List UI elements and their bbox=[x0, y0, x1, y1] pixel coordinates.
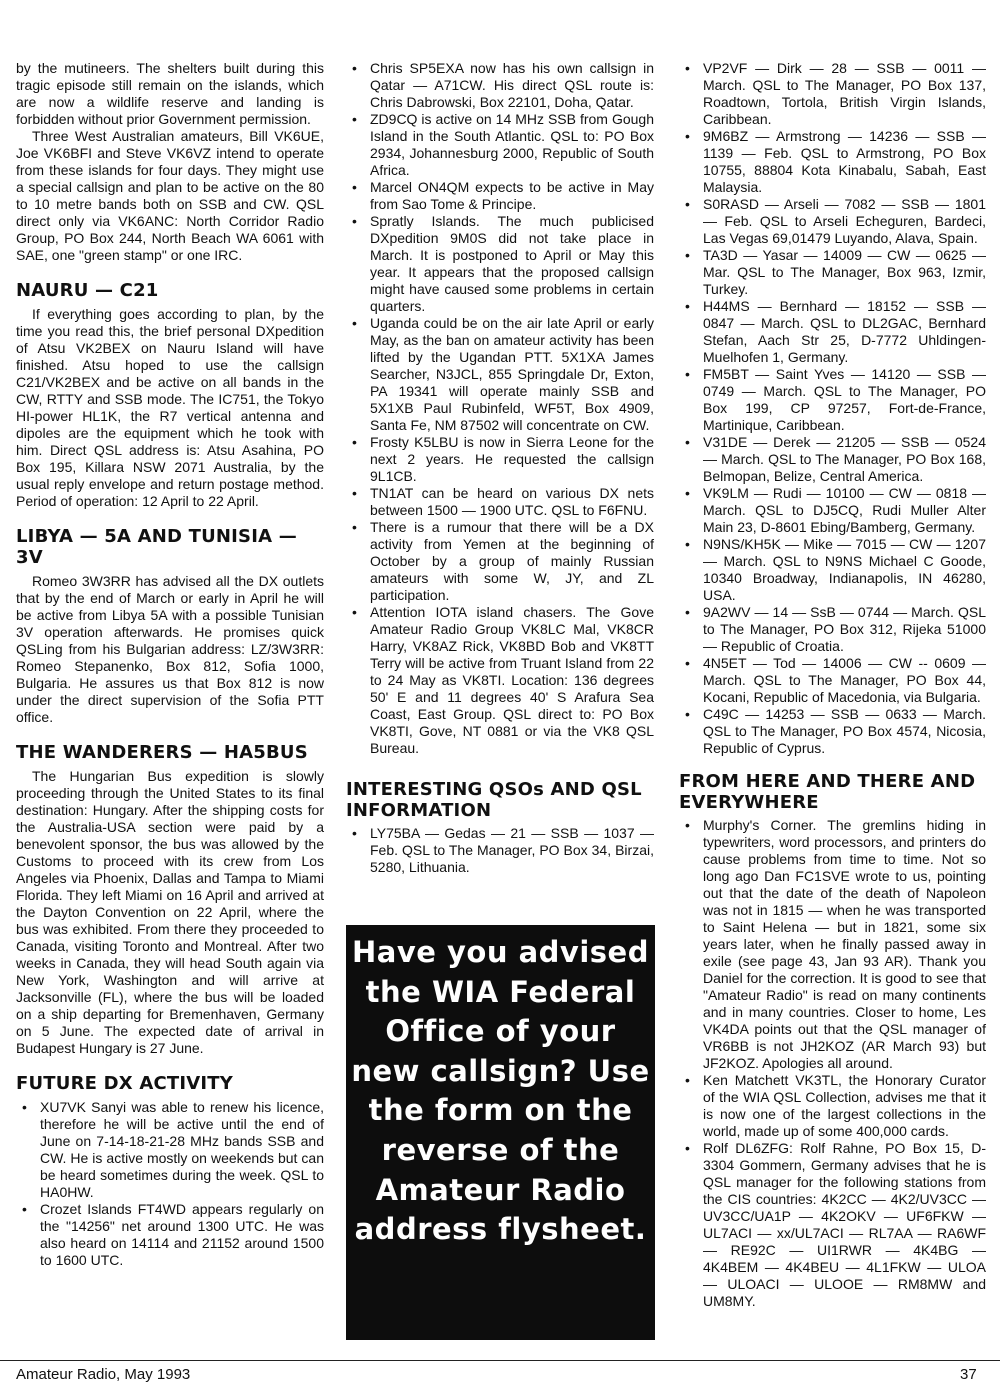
list-item: • TN1AT can be heard on various DX nets between 1500 — 1900 UTC. QSL to F6FNU. bbox=[346, 485, 654, 519]
list-item: • VK9LM — Rudi — 10100 — CW — 0818 — March. QSL to DJ5CQ, Rudi Muller Alter Main 23, D-8601 Ebing/Bamberg, Germany. bbox=[679, 485, 986, 536]
dx-news-list bbox=[346, 60, 654, 757]
qso-list bbox=[346, 825, 654, 876]
list-item: • LY75BA — Gedas — 21 — SSB — 1037 — Feb. QSL to The Manager, PO Box 34, Birzai, 5280, Lithuania. bbox=[346, 825, 654, 876]
list-item: • Spratly Islands. The much publicised DXpedition 9M0S did not take place in March. It is postponed to April or May this year. It appears that the proposed callsign might have caused some problems in certain quarters. bbox=[346, 213, 654, 315]
heading-future-dx: FUTURE DX ACTIVITY bbox=[16, 1073, 233, 1094]
paragraph: Romeo 3W3RR has advised all the DX outlets that by the end of March or early in April he will be active from Libya 5A with a possible Tunisian 3V operation afterwards. He promises quick QSLing from his Bulgarian address: LZ/3W3RR: Romeo Stepanenko, Box 812, Sofia 1000, Bulgaria. He assures us that Box 812 is now under the direct supervision of the Sofia PTT office. bbox=[16, 573, 324, 725]
list-item: • Marcel ON4QM expects to be active in May from Sao Tome & Principe. bbox=[346, 179, 654, 213]
column-3 bbox=[679, 60, 986, 1310]
paragraph: The Hungarian Bus expedition is slowly proceeding through the United States to its final destination: Hungary. After the shipping costs for the Australia-USA section were paid by a benevolent sponsor, the bus was allowed by the Customs to proceed with its crew from Los Angeles via Phoenix, Dallas and Tampa to Miami Florida. They left Miami on 16 April and arrived at the Dayton Convention on 22 April, where the bus was exhibited. From there they proceeded to Canada, visiting Toronto and Montreal. After two weeks in Canada, they will head South again via New York, Washington and will arrive at Jacksonville (FL), where the bus will be loaded on a ship departing for Bremenhaven, Germany on 5 June. The expected date of arrival in Budapest Hungary is 27 June. bbox=[16, 768, 324, 1056]
list-item: • VP2VF — Dirk — 28 — SSB — 0011 — March. QSL to The Manager, PO Box 137, Roadtown, Tortola, British Virgin Islands, Caribbean. bbox=[679, 60, 986, 128]
list-item: • N9NS/KH5K — Mike — 7015 — CW — 1207 — March. QSL to N9NS Michael C Goode, 10340 Broadway, Indianapolis, IN 46280, USA. bbox=[679, 536, 986, 604]
list-item: • Crozet Islands FT4WD appears regularly on the "14256" net around 1300 UTC. He was also heard on 14114 and 21152 around 1500 to 1600 UTC. bbox=[16, 1201, 324, 1269]
qsl-info-list bbox=[679, 60, 986, 757]
future-dx-list bbox=[16, 1099, 324, 1269]
list-item: • Frosty K5LBU is now in Sierra Leone for the next 2 years. He requested the callsign 9L1CB. bbox=[346, 434, 654, 485]
heading-wanderers: THE WANDERERS — HA5BUS bbox=[16, 742, 308, 763]
list-item: • V31DE — Derek — 21205 — SSB — 0524 — March. QSL to The Manager, PO Box 168, Belmopan, Belize, Central America. bbox=[679, 434, 986, 485]
list-item: • S0RASD — Arseli — 7082 — SSB — 1801 — Feb. QSL to Arseli Echeguren, Bardeci, Las Vegas 69,01479 Luyando, Alava, Spain. bbox=[679, 196, 986, 247]
list-item: • ZD9CQ is active on 14 MHz SSB from Gough Island in the South Atlantic. QSL to: PO Box 2934, Johannesburg 2000, Republic of South Africa. bbox=[346, 111, 654, 179]
list-item: • There is a rumour that there will be a DX activity from Yemen at the beginning of October by a group of mainly Russian amateurs with some W, JY, and ZL participation. bbox=[346, 519, 654, 604]
list-item: • 4N5ET — Tod — 14006 — CW -- 0609 — March. QSL to The Manager, PO Box 44, Kocani, Republic of Macedonia, via Bulgaria. bbox=[679, 655, 986, 706]
list-item: • 9M6BZ — Armstrong — 14236 — SSB — 1139 — Feb. QSL to Armstrong, PO Box 10755, 88804 Kota Kinabalu, Sabah, East Malaysia. bbox=[679, 128, 986, 196]
heading-from-here-and-there: FROM HERE AND THERE AND EVERYWHERE bbox=[679, 771, 976, 813]
list-item: • TA3D — Yasar — 14009 — CW — 0625 — Mar. QSL to The Manager, Box 963, Izmir, Turkey. bbox=[679, 247, 986, 298]
list-item: • C49C — 14253 — SSB — 0633 — March. QSL to The Manager, PO Box 4574, Nicosia, Republic of Cyprus. bbox=[679, 706, 986, 757]
paragraph: Three West Australian amateurs, Bill VK6UE, Joe VK6BFI and Steve VK6VZ intend to operate from these islands for four days. They might use a special callsign and plan to be active on the 80 to 10 metre bands both on SSB and CW. QSL direct only via VK6ANC: North Corridor Radio Group, PO Box 244, North Beach WA 6061 with SAE, one "green stamp" or one IRC. bbox=[16, 128, 324, 263]
wia-notice-text: Have you advised the WIA Federal Office of your new callsign? Use the form on the reverse of the Amateur Radio address flysheet. bbox=[351, 935, 650, 1247]
heading-interesting-qsos: INTERESTING QSOs AND QSL INFORMATION bbox=[346, 779, 642, 821]
list-item: • Chris SP5EXA now has his own callsign in Qatar — A71CW. His direct QSL route is: Chris Dabrowski, Box 22101, Doha, Qatar. bbox=[346, 60, 654, 111]
list-item: • H44MS — Bernhard — 18152 — SSB — 0847 — March. QSL to DL2GAC, Bernhard Stefan, Aach Str 25, D-7772 Uhldingen-Muelhofen 1, Germany. bbox=[679, 298, 986, 366]
wia-notice-box bbox=[346, 925, 655, 1340]
column-1 bbox=[16, 60, 324, 1269]
list-item: • Rolf DL6ZFG: Rolf Rahne, PO Box 15, D-3304 Gommern, Germany advises that he is QSL manager for the following stations from the CIS countries: 4K2CC — 4K2/UV3CC — UV3CC/UA1P — 4K2OKV — UF6FKW — UL7ACI — xx/UL7ACI — RL7AA — RA6WF — RE92C — UI1RWR — 4K4BG — 4K4BEM — 4K4BEU — 4L1FKW — ULOA — ULOACI — ULOOE — RM8MW and UM8MY. bbox=[679, 1140, 986, 1310]
heading-libya: LIBYA — 5A AND TUNISIA — 3V bbox=[16, 526, 297, 568]
page-number: 37 bbox=[960, 1366, 977, 1383]
paragraph: If everything goes according to plan, by the time you read this, the brief personal DXpedition of Atsu VK2BEX on Nauru Island will have finished. Atsu hoped to use the callsign C21/VK2BEX and be active on all bands in the CW, RTTY and SSB mode. The IC751, the Tokyo HI-power HL1K, the R7 vertical antenna and dipoles are the equipment which he took with him. Direct QSL address is: Atsu Asahina, PO Box 195, Killara NSW 2071 Australia, by the usual reply envelope and return postage method. Period of operation: 12 April to 22 April. bbox=[16, 306, 324, 509]
footer-publication: Amateur Radio, May 1993 bbox=[16, 1366, 191, 1383]
column-2 bbox=[346, 60, 654, 876]
from-here-list bbox=[679, 817, 986, 1310]
list-item: • Ken Matchett VK3TL, the Honorary Curator of the WIA QSL Collection, advises me that it is now one of the largest collections in the world, made up of some 400,000 cards. bbox=[679, 1072, 986, 1140]
list-item: • XU7VK Sanyi was able to renew his licence, therefore he will be active until the end of June on 7-14-18-21-28 MHz bands SSB and CW. He is active mostly on weekends but can be heard sometimes during the week. QSL to HA0HW. bbox=[16, 1099, 324, 1201]
list-item: • 9A2WV — 14 — SsB — 0744 — March. QSL to The Manager, PO Box 312, Rijeka 51000 — Republic of Croatia. bbox=[679, 604, 986, 655]
list-item: • Attention IOTA island chasers. The Gove Amateur Radio Group VK8LC Mal, VK8CR Harry, VK8AZ Rick, VK8BD Bob and VK8TT Terry will be active from Truant Island from 22 to 24 May as VK8TI. Location: 136 degrees 50' E and 11 degrees 40' S Arafura Sea Coast, East Group. QSL direct to: PO Box VK8TI, Gove, NT 0881 or via the VK8 QSL Bureau. bbox=[346, 604, 654, 757]
list-item: • Murphy's Corner. The gremlins hiding in typewriters, word processors, and printers do cause problems from time to time. Not so long ago Dan FC1SVE wrote to us, pointing out that the date of the death of Napoleon was not in 1815 — when he was transported to Saint Helena — but in 1821, some six years later, when he finally passed away in exile (see page 43, Jan 93 AR). Thank you Daniel for the correction. It is good to see that "Amateur Radio" is read on many continents and in many countries. Closer to home, Les VK4DA points out that the QSL manager of VR6BB is not JH2KOZ (AR March 93) but JF2KOZ. Apologies all around. bbox=[679, 817, 986, 1072]
list-item: • FM5BT — Saint Yves — 14120 — SSB — 0749 — March. QSL to The Manager, PO Box 199, CP 97257, Fort-de-France, Martinique, Caribbean. bbox=[679, 366, 986, 434]
footer-rule bbox=[0, 1360, 1000, 1361]
paragraph: by the mutineers. The shelters built during this tragic episode still remain on the islands, which are now a wildlife reserve and landing is forbidden without prior Government permission. bbox=[16, 60, 324, 127]
heading-nauru: NAURU — C21 bbox=[16, 280, 159, 301]
list-item: • Uganda could be on the air late April or early May, as the ban on amateur activity has been lifted by the Ugandan PTT. 5X1XA James Searcher, N3JCL, 855 Springdale Dr, Exton, PA 19341 will operate mainly SSB and 5X1XB Paul Rubinfeld, WF5T, Box 4909, Santa Fe, NM 87502 will concentrate on CW. bbox=[346, 315, 654, 434]
